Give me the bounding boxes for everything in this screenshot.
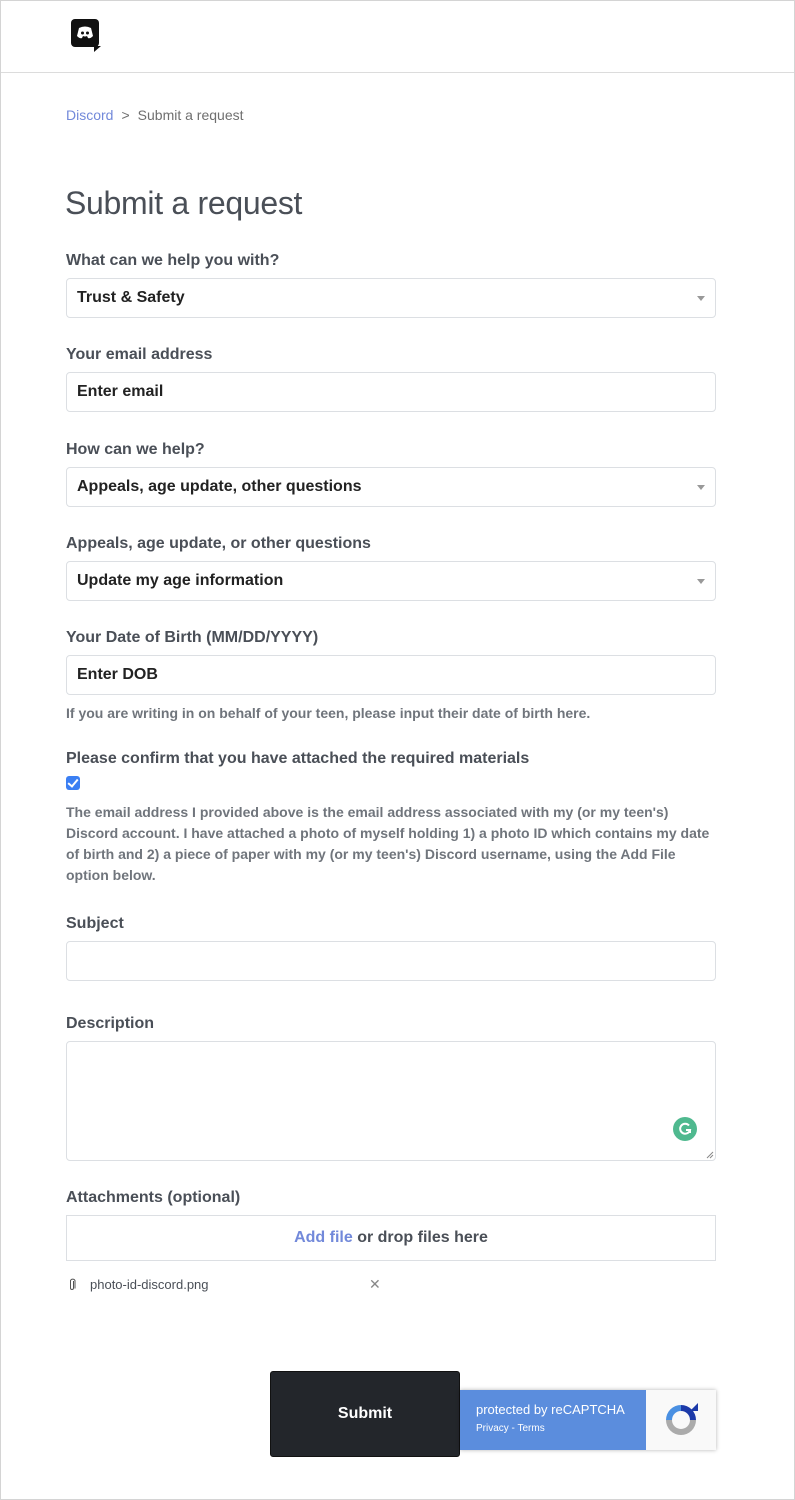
paperclip-icon	[69, 1278, 77, 1291]
confirm-field	[66, 750, 716, 886]
help-with-select[interactable]	[66, 278, 716, 318]
resize-handle-icon[interactable]	[706, 1151, 714, 1159]
discord-logo-icon[interactable]	[71, 19, 99, 47]
subject-label: Subject	[66, 915, 124, 932]
chevron-down-icon	[697, 485, 705, 490]
email-value: Enter email	[77, 383, 164, 400]
remove-attachment-icon[interactable]: ✕	[369, 1276, 381, 1292]
help-with-value: Trust & Safety	[77, 289, 185, 306]
appeals-select[interactable]	[66, 561, 716, 601]
appeals-field	[66, 535, 716, 601]
subject-field	[66, 915, 716, 981]
how-help-field	[66, 441, 716, 507]
recaptcha-title: protected by reCAPTCHA	[476, 1402, 625, 1417]
attachments-field	[66, 1189, 716, 1261]
breadcrumb-current: Submit a request	[137, 107, 244, 123]
file-dropzone[interactable]	[66, 1215, 716, 1261]
how-help-label: How can we help?	[66, 441, 205, 458]
breadcrumb-home-link[interactable]: Discord	[66, 107, 114, 123]
confirm-label: Please confirm that you have attached the required materials	[66, 750, 530, 767]
recaptcha-logo-icon	[660, 1399, 702, 1441]
email-field	[66, 346, 716, 412]
appeals-value: Update my age information	[77, 572, 284, 589]
description-field	[66, 1015, 716, 1161]
email-input[interactable]	[66, 372, 716, 412]
recaptcha-links[interactable]: Privacy - Terms	[476, 1423, 545, 1434]
confirm-checkbox[interactable]	[66, 776, 80, 790]
help-with-label: What can we help you with?	[66, 252, 280, 269]
attachment-filename: photo-id-discord.png	[90, 1277, 209, 1292]
recaptcha-badge	[460, 1390, 716, 1450]
description-textarea[interactable]	[66, 1041, 716, 1161]
dob-label: Your Date of Birth (MM/DD/YYYY)	[66, 629, 319, 646]
how-help-select[interactable]	[66, 467, 716, 507]
breadcrumb	[66, 107, 244, 123]
appeals-label: Appeals, age update, or other questions	[66, 535, 371, 552]
add-file-link[interactable]: Add file	[294, 1229, 353, 1246]
dob-hint: If you are writing in on behalf of your teen, please input their date of birth here.	[66, 705, 591, 721]
description-label: Description	[66, 1015, 155, 1032]
help-with-field	[66, 252, 716, 318]
drop-text: or drop files here	[352, 1229, 488, 1246]
grammarly-icon[interactable]	[673, 1117, 697, 1141]
chevron-down-icon	[697, 296, 705, 301]
attachments-label: Attachments (optional)	[66, 1189, 241, 1206]
email-label: Your email address	[66, 346, 213, 363]
submit-button[interactable]: Submit	[270, 1371, 460, 1457]
attachment-item	[69, 1277, 389, 1292]
subject-input[interactable]	[66, 941, 716, 981]
site-header	[1, 1, 794, 73]
dob-input[interactable]	[66, 655, 716, 695]
chevron-down-icon	[697, 579, 705, 584]
dob-value: Enter DOB	[77, 666, 158, 683]
page-title: Submit a request	[65, 185, 303, 221]
breadcrumb-separator: >	[121, 107, 130, 123]
dob-field	[66, 629, 716, 721]
how-help-value: Appeals, age update, other questions	[77, 478, 362, 495]
confirm-text: The email address I provided above is the email address associated with my (or my teen's) Discord account. I have attached a photo of myself holding 1) a photo ID which contains my date of birth and 2) a piece of paper with my (or my teen's) Discord username, using the Add File option below.	[66, 804, 710, 883]
